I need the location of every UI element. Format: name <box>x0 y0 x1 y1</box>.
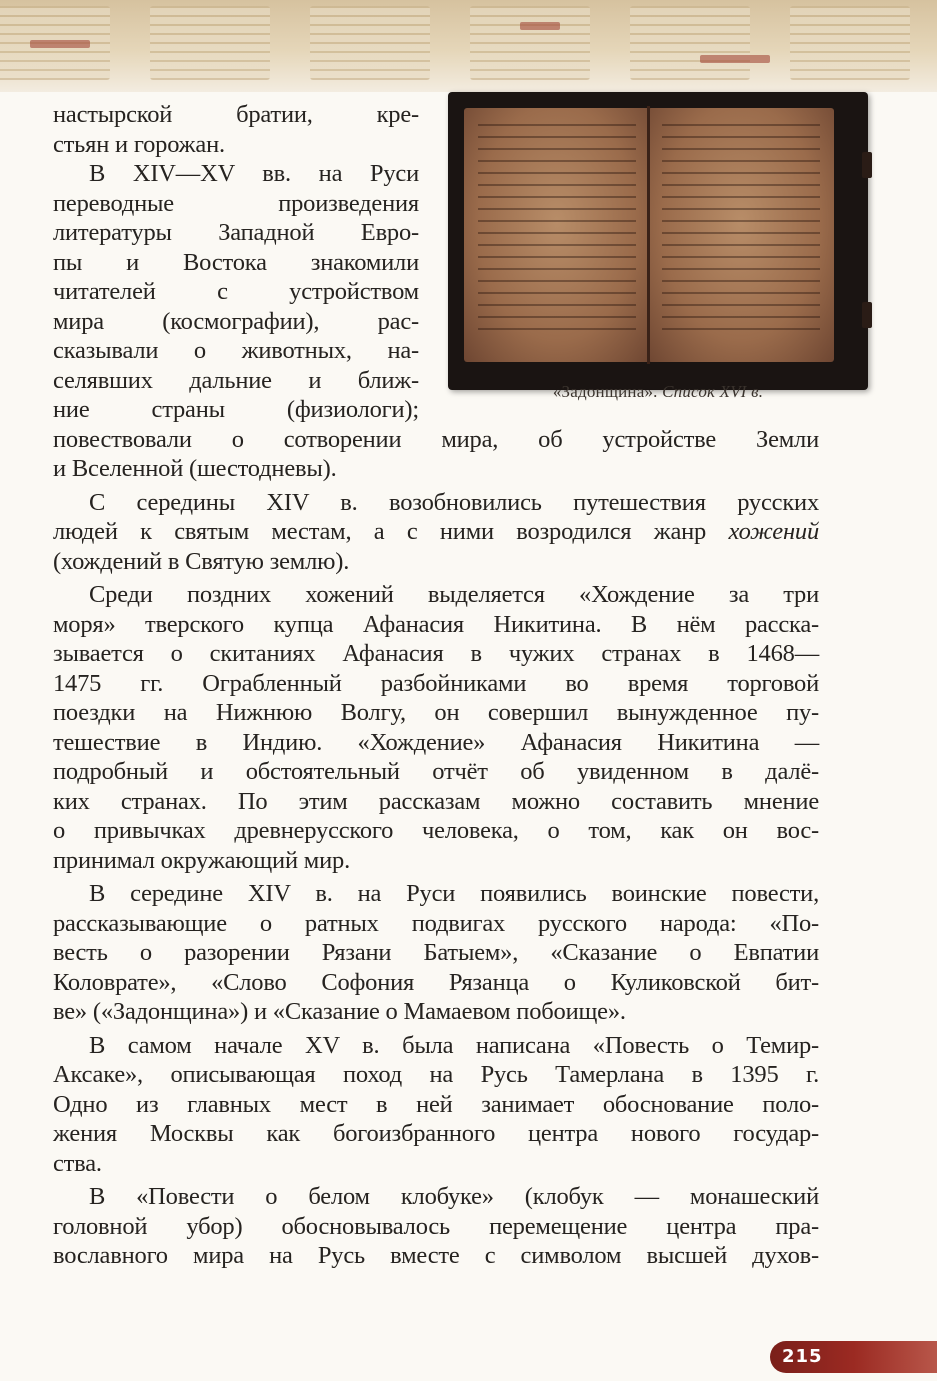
text-line: литературы Западной Евро- <box>53 219 419 246</box>
text-line: принимал окружающий мир. <box>53 846 350 874</box>
text-line: (хождений в Святую землю). <box>53 547 350 575</box>
text-line: весть о разорении Рязани Батыем», «Сказание о Евпатии <box>53 939 819 966</box>
decorative-header-band <box>0 0 937 92</box>
text-line: В XIV—XV вв. на Руси <box>89 160 419 187</box>
text-line: вославного мира на Русь вместе с символом высшей духов- <box>53 1242 819 1269</box>
page-number-badge <box>770 1341 937 1373</box>
body-text <box>53 100 819 1271</box>
text-line: пы и Востока знакомили <box>53 248 419 276</box>
text-line: стьян и горожан. <box>53 130 225 158</box>
text-line-part: людей к святым местам, а с ними возродился жанр <box>53 518 707 545</box>
text-line: жения Москвы как богоизбранного центра нового государ- <box>53 1120 819 1147</box>
text-line: головной убор) обосновывалось перемещение центра пра- <box>53 1212 819 1240</box>
text-line: переводные произведения <box>53 189 419 217</box>
text-line: повествовали о сотворении мира, об устройстве Земли <box>53 425 819 453</box>
text-line: моря» тверского купца Афанасия Никитина. В нём расска- <box>53 610 819 638</box>
text-line: Коловрате», «Слово Софония Рязанца о Куликовской бит- <box>53 968 819 996</box>
text-line: С середины XIV в. возобновились путешествия русских <box>89 488 819 516</box>
text-line: ве» («Задонщина») и «Сказание о Мамаевом побоище». <box>53 998 626 1025</box>
page-number: 215 <box>782 1346 823 1367</box>
term-italic: хожений <box>728 518 819 545</box>
text-line: и Вселенной (шестодневы). <box>53 455 337 482</box>
text-line: селявших дальние и ближ- <box>53 366 419 394</box>
caption-subtitle: Список XVI в. <box>662 382 764 401</box>
text-line: ние страны (физиологи); <box>53 396 419 423</box>
text-line: мира (космографии), рас- <box>53 307 419 335</box>
text-line: Среди поздних хожений выделяется «Хождение за три <box>89 581 819 608</box>
text-line: тешествие в Индию. «Хождение» Афанасия Никитина — <box>53 728 819 756</box>
text-line: рассказывающие о ратных подвигах русского народа: «По- <box>53 909 819 937</box>
caption-title: «Задонщина». <box>552 382 658 401</box>
text-line: ких странах. По этим рассказам можно составить мнение <box>53 787 819 815</box>
text-line: читателей с устройством <box>53 278 419 305</box>
text-line: сказывали о животных, на- <box>53 337 419 364</box>
text-line: В самом начале XV в. была написана «Повесть о Темир- <box>89 1031 819 1059</box>
text-line: В «Повести о белом клобуке» (клобук — монашеский <box>89 1183 819 1210</box>
text-line: подробный и обстоятельный отчёт об увиденном в далё- <box>53 758 819 785</box>
text-line: ства. <box>53 1149 102 1177</box>
text-line: поездки на Нижнюю Волгу, он совершил вынужденное пу- <box>53 699 819 726</box>
text-line: о привычках древнерусского человека, о том, как он вос- <box>53 817 819 844</box>
text-line: 1475 гг. Ограбленный разбойниками во время торговой <box>53 669 819 697</box>
text-line: Аксаке», описывающая поход на Русь Тамерлана в 1395 г. <box>53 1061 819 1088</box>
text-line: Одно из главных мест в ней занимает обоснование поло- <box>53 1090 819 1118</box>
text-line: зывается о скитаниях Афанасия в чужих странах в 1468— <box>53 640 819 667</box>
text-line: В середине XIV в. на Руси появились воинские повести, <box>89 880 819 907</box>
text-line: настырской братии, кре- <box>53 101 419 128</box>
text-line <box>53 517 819 547</box>
